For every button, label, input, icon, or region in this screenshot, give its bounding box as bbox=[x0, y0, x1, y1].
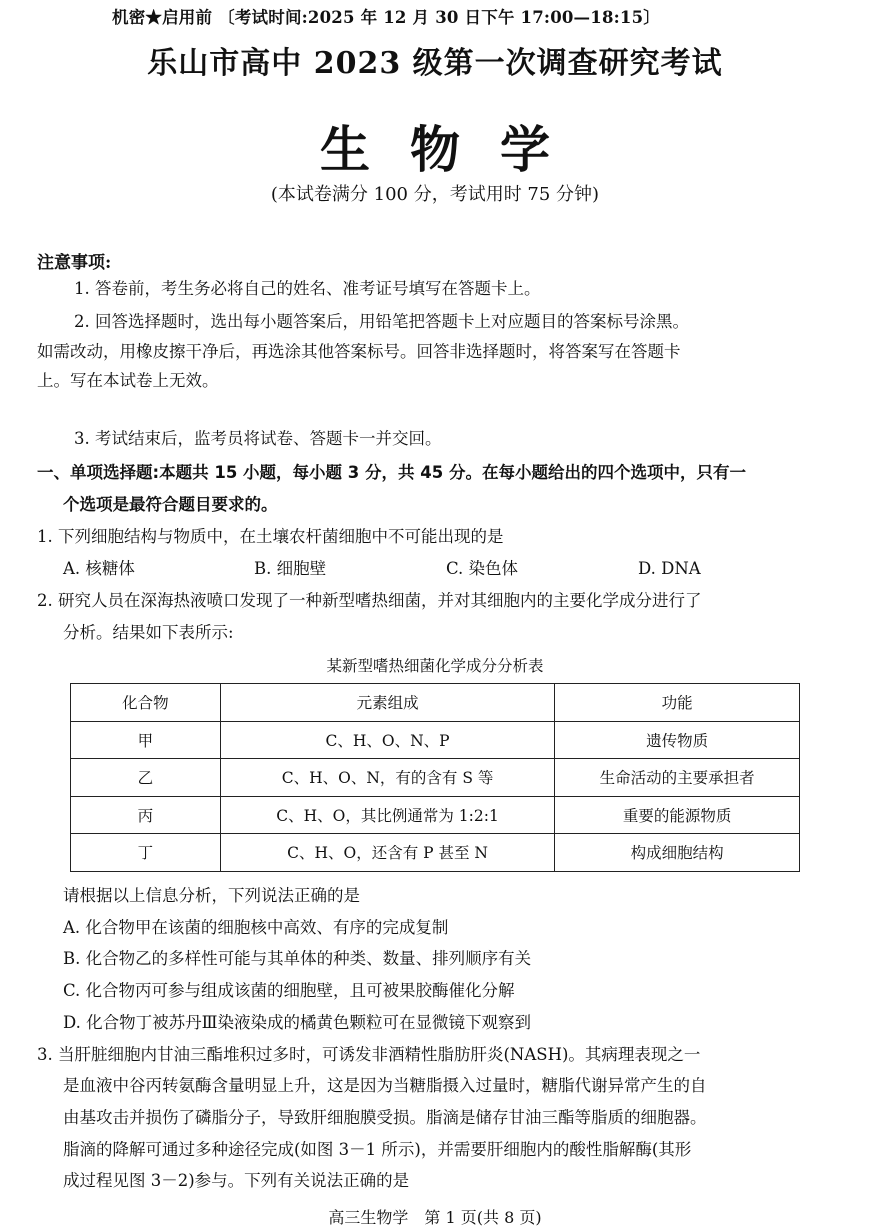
table-row bbox=[71, 721, 800, 759]
table-cell: 重要的能源物质 bbox=[555, 796, 800, 834]
question-2-option-a: A. 化合物甲在该菌的细胞核中高效、有序的完成复制 bbox=[63, 918, 449, 937]
question-3-line-2: 是血液中谷丙转氨酶含量明显上升，这是因为当糖脂摄入过量时，糖脂代谢异常产生的自 bbox=[63, 1076, 707, 1095]
question-2-prompt: 请根据以上信息分析，下列说法正确的是 bbox=[63, 886, 360, 905]
question-1-option-d: D. DNA bbox=[638, 559, 701, 578]
notice-item-3: 3. 考试结束后，监考员将试卷、答题卡一并交回。 bbox=[74, 429, 442, 448]
question-2-option-c: C. 化合物丙可参与组成该菌的细胞壁，且可被果胶酶催化分解 bbox=[63, 981, 515, 1000]
table-header-compound: 化合物 bbox=[71, 684, 221, 722]
table-cell: 生命活动的主要承担者 bbox=[555, 759, 800, 797]
table-cell: 乙 bbox=[71, 759, 221, 797]
notice-title: 注意事项: bbox=[37, 253, 112, 273]
table-header-function: 功能 bbox=[555, 684, 800, 722]
section-1-header-line-2: 个选项是最符合题目要求的。 bbox=[63, 495, 278, 514]
question-1-stem: 1. 下列细胞结构与物质中，在土壤农杆菌细胞中不可能出现的是 bbox=[37, 527, 504, 546]
question-3-line-5: 成过程见图 3－2)参与。下列有关说法正确的是 bbox=[63, 1171, 410, 1190]
table-cell: C、H、O、N、P bbox=[220, 721, 555, 759]
page-footer: 高三生物学 第 1 页(共 8 页) bbox=[328, 1208, 542, 1227]
table-header-elements: 元素组成 bbox=[220, 684, 555, 722]
table-caption: 某新型嗜热细菌化学成分分析表 bbox=[326, 657, 544, 675]
table-cell: C、H、O、N，有的含有 S 等 bbox=[220, 759, 555, 797]
question-2-option-d: D. 化合物丁被苏丹Ⅲ染液染成的橘黄色颗粒可在显微镜下观察到 bbox=[63, 1013, 532, 1032]
table-row bbox=[71, 796, 800, 834]
section-1-header-line-1: 一、单项选择题:本题共 15 小题，每小题 3 分，共 45 分。在每小题给出的四个选项中，只有一 bbox=[37, 463, 746, 482]
table-cell: 构成细胞结构 bbox=[555, 834, 800, 872]
question-3-line-4: 脂滴的降解可通过多种途径完成(如图 3－1 所示)，并需要肝细胞内的酸性脂解酶(其形 bbox=[63, 1140, 692, 1159]
composition-table bbox=[70, 683, 800, 872]
notice-item-2-line-1: 2. 回答选择题时，选出每小题答案后，用铅笔把答题卡上对应题目的答案标号涂黑。 bbox=[74, 312, 689, 331]
question-2-stem-line-1: 2. 研究人员在深海热液喷口发现了一种新型嗜热细菌，并对其细胞内的主要化学成分进行了 bbox=[37, 591, 702, 610]
question-3-line-3: 由基攻击并损伤了磷脂分子，导致肝细胞膜受损。脂滴是储存甘油三酯等脂质的细胞器。 bbox=[63, 1108, 707, 1127]
exam-title: 乐山市高中 2023 级第一次调查研究考试 bbox=[147, 46, 723, 81]
subject-title: 生物学 bbox=[320, 120, 590, 179]
confidential-line: 机密★启用前 〔考试时间:2025 年 12 月 30 日下午 17:00—18:15〕 bbox=[112, 8, 660, 27]
table-cell: 甲 bbox=[71, 721, 221, 759]
table-cell: 遗传物质 bbox=[555, 721, 800, 759]
table-cell: C、H、O，其比例通常为 1:2:1 bbox=[220, 796, 555, 834]
question-2-stem-line-2: 分析。结果如下表所示: bbox=[63, 623, 234, 642]
table-row bbox=[71, 759, 800, 797]
question-3-line-1: 3. 当肝脏细胞内甘油三酯堆积过多时，可诱发非酒精性脂肪肝炎(NASH)。其病理表现之一 bbox=[37, 1045, 701, 1064]
question-1-option-c: C. 染色体 bbox=[446, 559, 519, 578]
question-1-option-b: B. 细胞壁 bbox=[254, 559, 327, 578]
table-header-row bbox=[71, 684, 800, 722]
question-2-option-b: B. 化合物乙的多样性可能与其单体的种类、数量、排列顺序有关 bbox=[63, 949, 532, 968]
notice-item-2-line-3: 上。写在本试卷上无效。 bbox=[37, 371, 219, 390]
table-cell: 丁 bbox=[71, 834, 221, 872]
score-note: (本试卷满分 100 分，考试用时 75 分钟) bbox=[270, 184, 600, 205]
notice-item-1: 1. 答卷前，考生务必将自己的姓名、准考证号填写在答题卡上。 bbox=[74, 279, 541, 298]
question-1-option-a: A. 核糖体 bbox=[63, 559, 135, 578]
notice-item-2-line-2: 如需改动，用橡皮擦干净后，再选涂其他答案标号。回答非选择题时，将答案写在答题卡 bbox=[37, 342, 681, 361]
table-row bbox=[71, 834, 800, 872]
table-cell: C、H、O，还含有 P 甚至 N bbox=[220, 834, 555, 872]
table-cell: 丙 bbox=[71, 796, 221, 834]
